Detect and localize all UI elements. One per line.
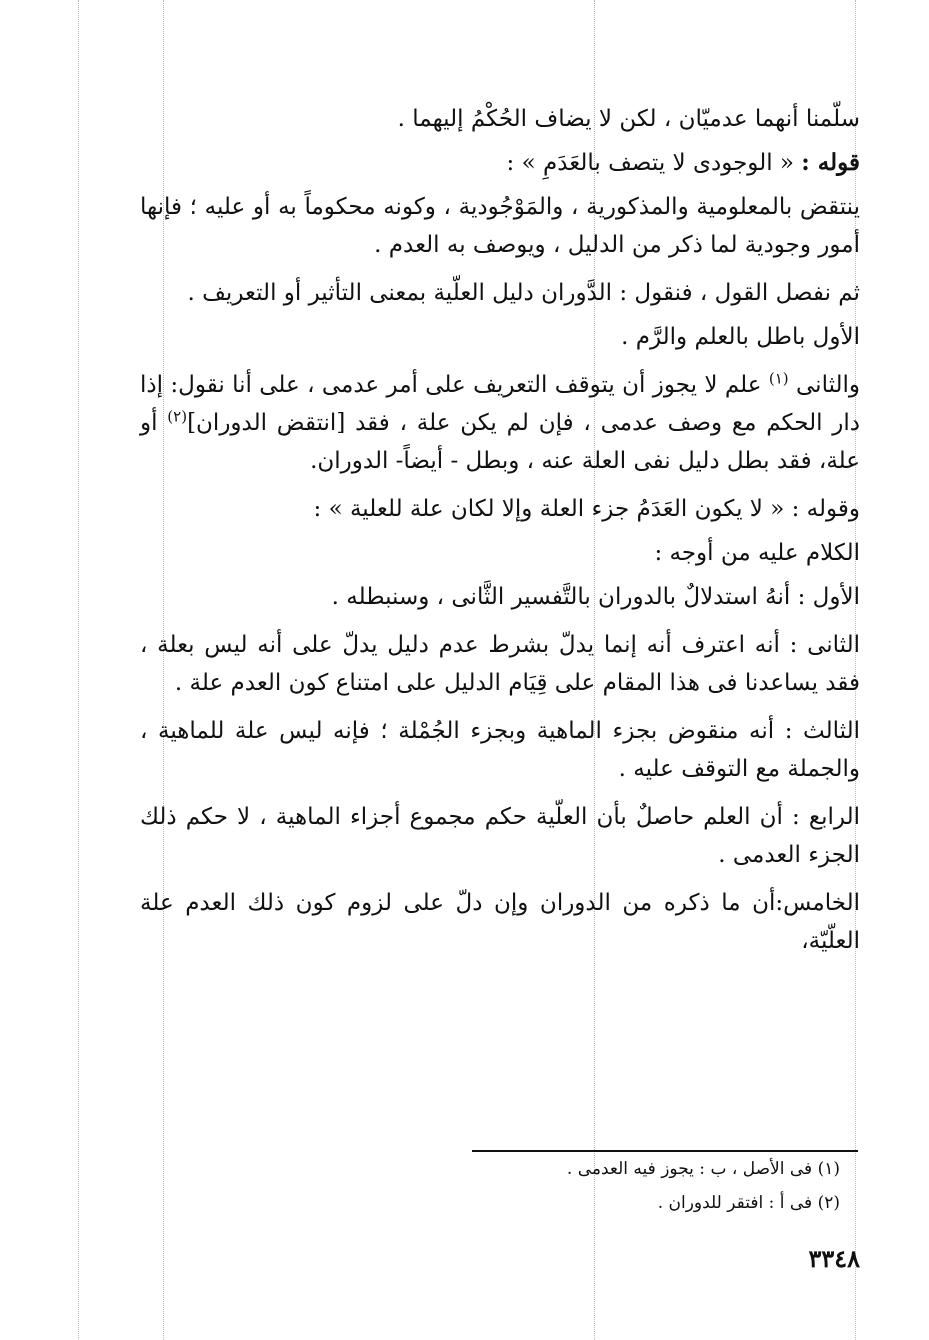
paragraph — [140, 490, 860, 528]
paragraph-text: الكلام عليه من أوجه : — [654, 540, 860, 566]
footnotes — [300, 1152, 840, 1220]
paragraph — [140, 144, 860, 182]
paragraph — [140, 884, 860, 960]
paragraph-text: « الوجودى لا يتصف بالعَدَمِ » : — [506, 150, 794, 176]
paragraph — [140, 366, 860, 480]
footnote-reference: (٢) — [167, 407, 188, 426]
page-number: ٣٣٤٨ — [808, 1244, 860, 1273]
footnote: (٢) فى أ : افتقر للدوران . — [657, 1193, 840, 1213]
paragraph-text: الثالث : أنه منقوض بجزء الماهية وبجزء الجُمْلة ؛ فإنه ليس علة للماهية ، والجملة مع التوقف عليه . — [140, 718, 860, 782]
paragraph-text: الأول : أنهُ استدلالٌ بالدوران بالتَّفسير الثَّانى ، وسنبطله . — [331, 584, 860, 610]
paragraph-text: الرابع : أن العلم حاصلٌ بأن العلّية حكم مجموع أجزاء الماهية ، لا حكم ذلك الجزء العدمى . — [140, 804, 860, 868]
page-body — [140, 100, 860, 970]
paragraph-text: الثانى : أنه اعترف أنه إنما يدلّ بشرط عدم دليل يدلّ على أنه ليس بعلة ، فقد يساعدنا فى هذا المقام على قِيَام الدليل على امتناع كون العدم علة . — [140, 632, 860, 696]
paragraph-text: ثم نفصل القول ، فنقول : الدَّوران دليل العلّية بمعنى التأثير أو التعريف . — [187, 280, 860, 306]
paragraph — [140, 100, 860, 138]
paragraph-text: ينتقض بالمعلومية والمذكورية ، والمَوْجُودية ، وكونه محكوماً به أو عليه ؛ فإنها أمور وجودية لما ذكر من الدليل ، ويوصف به العدم . — [140, 194, 860, 258]
scan-guide-line — [78, 0, 79, 1340]
paragraph — [140, 712, 860, 788]
paragraph-text: الأول باطل بالعلم والرَّم . — [621, 324, 860, 350]
paragraph — [140, 578, 860, 616]
paragraph-text: أو علة، فقد بطل دليل نفى العلة عنه ، وبطل - أيضاً- الدوران. — [140, 410, 860, 474]
paragraph-text: سلّمنا أنهما عدميّان ، لكن لا يضاف الحُكْمُ إليهما . — [397, 106, 860, 132]
paragraph-lead: قوله : — [801, 149, 860, 176]
paragraph-text: علم لا يجوز أن يتوقف التعريف على أمر عدمى ، على أنا نقول: إذا دار الحكم مع وصف عدمى ، فإن لم يكن علة ، فقد [انتقض الدوران] — [140, 372, 860, 436]
paragraph — [140, 798, 860, 874]
paragraph — [140, 274, 860, 312]
paragraph — [140, 318, 860, 356]
paragraph-text: الخامس:أن ما ذكره من الدوران وإن دلّ على لزوم كون ذلك العدم علة العلّيّة، — [140, 890, 860, 954]
footnote: (١) فى الأصل ، ب : يجوز فيه العدمى . — [566, 1159, 840, 1179]
paragraph-text: والثانى — [796, 372, 861, 398]
paragraph — [140, 534, 860, 572]
footnote-reference: (١) — [768, 369, 789, 388]
paragraph-text: وقوله : « لا يكون العَدَمُ جزء العلة وإلا لكان علة للعلية » : — [313, 496, 860, 522]
paragraph — [140, 626, 860, 702]
paragraph — [140, 188, 860, 264]
